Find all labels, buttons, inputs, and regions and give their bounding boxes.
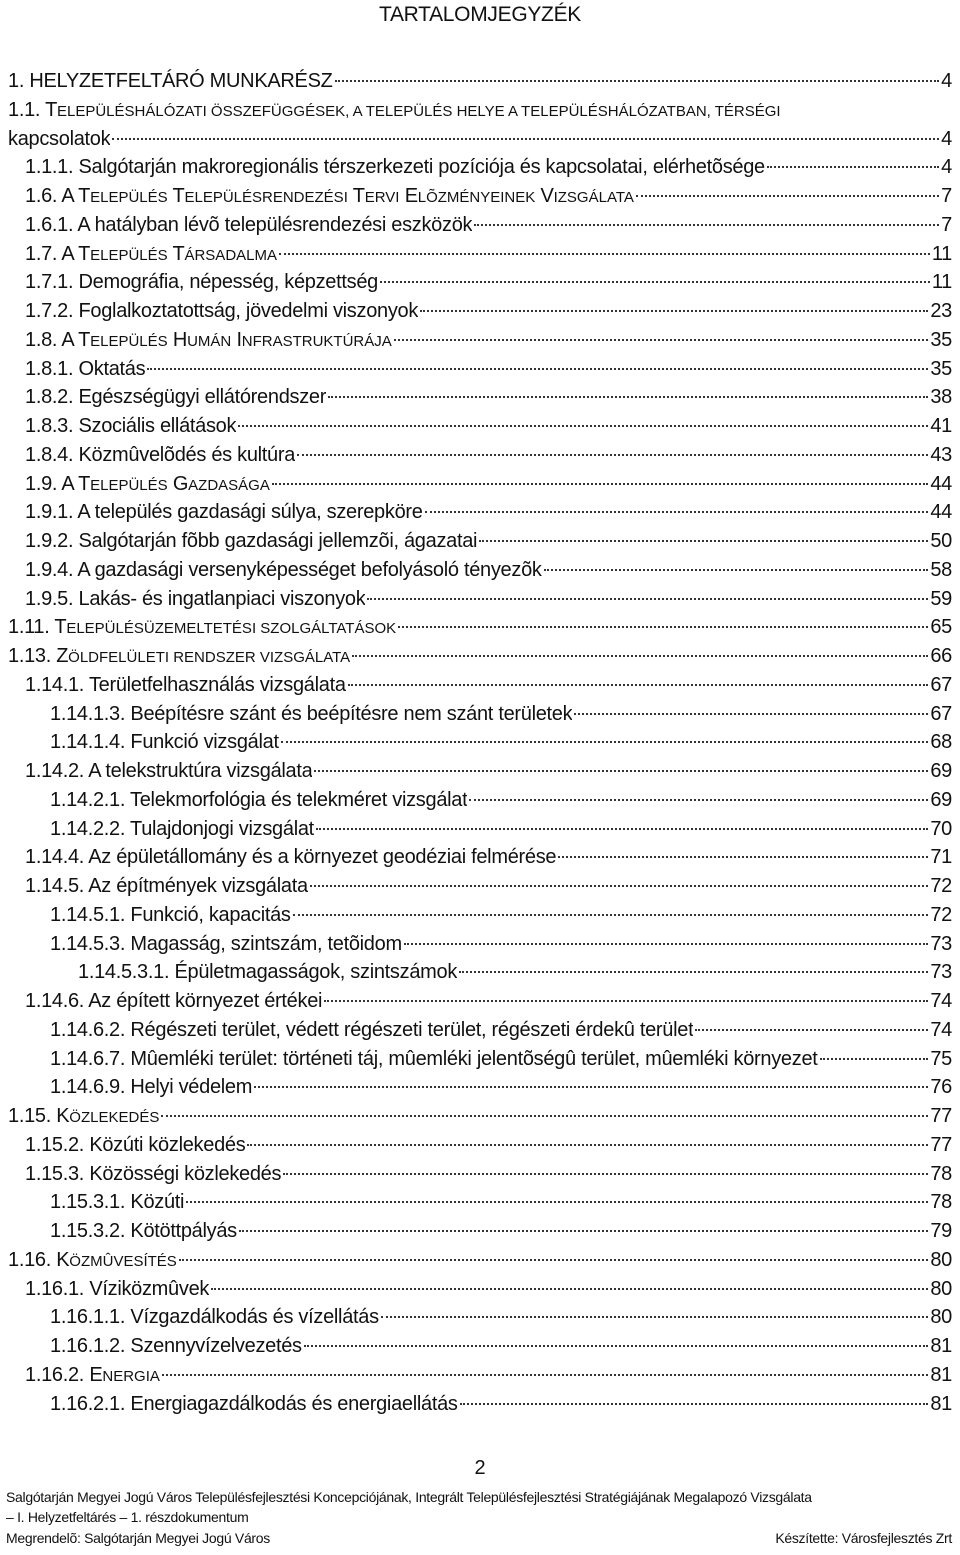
toc-leader-dots — [304, 1345, 929, 1347]
toc-entry-label: 1.16. KÖZMÛVESÍTÉS — [8, 1248, 177, 1271]
toc-entry-label: 1.16.1.1. Vízgazdálkodás és vízellátás — [50, 1306, 379, 1329]
toc-leader-dots — [238, 425, 928, 427]
toc-entry-label: 1.11. TELEPÜLÉSÜZEMELTETÉSI SZOLGÁLTATÁSOK — [8, 616, 397, 639]
toc-entry-label: 1.9. A TELEPÜLÉS GAZDASÁGA — [25, 472, 270, 495]
toc-leader-dots — [254, 1086, 928, 1088]
toc-entry[interactable] — [25, 987, 952, 1016]
toc-page-number: 38 — [930, 386, 952, 409]
toc-leader-dots — [367, 598, 928, 600]
toc-leader-dots — [272, 483, 928, 485]
toc-leader-dots — [767, 166, 939, 168]
toc-entry-label: 1.14.2.1. Telekmorfológia és telekméret vizsgálat — [50, 788, 468, 811]
toc-entry-label: 1. HELYZETFELTÁRÓ MUNKARÉSZ — [8, 70, 333, 92]
toc-entry-label: 1.9.1. A település gazdasági súlya, szerepköre — [25, 501, 423, 524]
toc-page-number: 67 — [930, 702, 952, 725]
toc-entry-label: 1.15.3.1. Közúti — [50, 1191, 185, 1214]
toc-page-number: 59 — [930, 587, 952, 610]
toc-leader-dots — [281, 741, 929, 743]
footer-client: Megrendelõ: Salgótarján Megyei Jogú Város — [6, 1530, 270, 1546]
toc-leader-dots — [820, 1058, 929, 1060]
toc-page-number: 41 — [930, 415, 952, 437]
toc-entry[interactable] — [50, 1016, 952, 1045]
toc-entry[interactable] — [25, 556, 952, 585]
toc-leader-dots — [162, 1374, 928, 1376]
toc-page-number: 58 — [930, 558, 952, 581]
toc-leader-dots — [310, 885, 929, 887]
toc-entry-label: 1.16.1. Víziközmûvek — [25, 1277, 210, 1300]
toc-page-number: 50 — [930, 530, 952, 552]
toc-leader-dots — [112, 138, 939, 140]
toc-leader-dots — [544, 569, 929, 571]
toc-entry-label: 1.13. ZÖLDFELÜLETI RENDSZER VIZSGÁLATA — [8, 645, 351, 667]
toc-page-number: 35 — [930, 357, 952, 380]
toc-entry-label: 1.14.1.4. Funkció vizsgálat — [50, 731, 279, 754]
toc-entry[interactable] — [8, 613, 952, 642]
toc-entry-label: 1.14.6.7. Mûemléki terület: történeti táj, mûemléki jelentõségû terület, mûemléki környezet — [50, 1047, 818, 1070]
toc-page-number: 65 — [930, 616, 952, 639]
toc-page-number: 79 — [930, 1220, 952, 1242]
toc-page-number: 77 — [930, 1105, 952, 1127]
toc-page-number: 78 — [930, 1162, 952, 1185]
toc-page-number: 74 — [930, 990, 952, 1012]
toc-leader-dots — [558, 856, 928, 858]
toc-entry-label: 1.6. A TELEPÜLÉS TELEPÜLÉSRENDEZÉSI TERVI ELÕZMÉNYEINEK VIZSGÁLATA — [25, 185, 634, 207]
toc-entry-label: 1.9.5. Lakás- és ingatlanpiaci viszonyok — [25, 587, 366, 610]
toc-page-number: 72 — [930, 903, 952, 926]
toc-entry[interactable] — [25, 182, 952, 211]
toc-page-number: 4 — [941, 70, 952, 92]
toc-page-number: 69 — [930, 760, 952, 782]
toc-entry[interactable] — [25, 441, 952, 470]
toc-leader-dots — [398, 626, 928, 628]
toc-entry[interactable] — [25, 872, 952, 901]
toc-entry[interactable] — [8, 1246, 952, 1275]
toc-leader-dots — [695, 1029, 928, 1031]
toc-leader-dots — [348, 684, 929, 686]
toc-entry-label: 1.16.2. ENERGIA — [25, 1363, 160, 1386]
toc-entry-label: 1.14.1.3. Beépítésre szánt és beépítésre nem szánt területek — [50, 702, 573, 725]
toc-entry[interactable] — [8, 642, 952, 671]
footer-line-1: Salgótarján Megyei Jogú Város Településfejlesztési Koncepciójának, Integrált Településfejlesztési Stratégiájának Megalapozó Vizsgálata — [6, 1489, 812, 1505]
toc-entry-label: 1.7. A TELEPÜLÉS TÁRSADALMA — [25, 242, 277, 265]
toc-entry[interactable] — [25, 527, 952, 556]
toc-entry-label: 1.15.3. Közösségi közlekedés — [25, 1162, 282, 1185]
toc-entry[interactable] — [25, 1131, 952, 1160]
toc-entry[interactable] — [25, 843, 952, 872]
toc-entry-label: 1.6.1. A hatályban lévõ településrendezési eszközök — [25, 213, 473, 236]
toc-page-number: 23 — [930, 300, 952, 322]
toc-entry-label: 1.15. KÖZLEKEDÉS — [8, 1105, 160, 1127]
toc-leader-dots — [474, 224, 939, 226]
toc-entry[interactable] — [50, 1045, 952, 1074]
toc-leader-dots — [297, 454, 928, 456]
toc-leader-dots — [293, 914, 929, 916]
toc-leader-dots — [247, 1144, 928, 1146]
toc-entry-label: 1.8.1. Oktatás — [25, 357, 146, 380]
toc-leader-dots — [460, 1403, 929, 1405]
toc-page-number: 70 — [930, 817, 952, 840]
toc-page-number: 75 — [930, 1047, 952, 1070]
toc-leader-dots — [394, 339, 929, 341]
toc-entry-label: 1.14.5.3. Magasság, szintszám, tetõidom — [50, 932, 402, 955]
toc-page-number: 44 — [930, 472, 952, 495]
toc-entry[interactable] — [25, 671, 952, 700]
toc-leader-dots — [316, 828, 928, 830]
toc-leader-dots — [328, 396, 928, 398]
toc-leader-dots — [479, 540, 928, 542]
toc-entry[interactable] — [25, 355, 952, 384]
toc-entry[interactable] — [50, 1390, 952, 1419]
toc-entry[interactable] — [50, 1332, 952, 1361]
toc-page-number: 69 — [930, 788, 952, 811]
toc-page-number: 80 — [930, 1277, 952, 1300]
toc-leader-dots — [211, 1288, 928, 1290]
toc-page-number: 44 — [930, 501, 952, 524]
toc-entry[interactable] — [50, 1073, 952, 1102]
toc-entry-label: 1.14.1. Területfelhasználás vizsgálata — [25, 673, 346, 696]
toc-entry-label: 1.14.6.9. Helyi védelem — [50, 1076, 253, 1099]
toc-page-number: 11 — [931, 242, 952, 265]
toc-entry[interactable] — [25, 326, 952, 355]
toc-entry-label: 1.14.2. A telekstruktúra vizsgálata — [25, 760, 313, 782]
toc-leader-dots — [469, 799, 928, 801]
toc-entry[interactable] — [25, 383, 952, 412]
toc-entry-label: 1.16.1.2. Szennyvízelvezetés — [50, 1335, 302, 1357]
toc-leader-dots — [425, 511, 929, 513]
page-title: TARTALOMJEGYZÉK — [378, 3, 582, 26]
toc-leader-dots — [380, 281, 930, 283]
toc-leader-dots — [381, 1316, 929, 1318]
toc-entry[interactable] — [50, 930, 952, 959]
toc-page-number: 4 — [941, 127, 952, 150]
footer-line-2: – I. Helyzetfeltárés – 1. részdokumentum — [6, 1509, 249, 1525]
toc-leader-dots — [420, 310, 928, 312]
toc-entry-label: 1.14.5.3.1. Épületmagasságok, szintszámok — [78, 961, 458, 984]
toc-page-number: 72 — [930, 875, 952, 897]
toc-entry-label: 1.8.4. Közmûvelõdés és kultúra — [25, 443, 296, 466]
toc-entry-label: 1.14.4. Az épületállomány és a környezet geodéziai felmérése — [25, 846, 557, 869]
toc-entry-label: 1.7.2. Foglalkoztatottság, jövedelmi viszonyok — [25, 300, 419, 322]
toc-page-number: 73 — [930, 932, 952, 955]
toc-page-number: 7 — [941, 185, 952, 207]
toc-leader-dots — [161, 1115, 928, 1117]
toc-entry[interactable] — [25, 498, 952, 527]
toc-entry[interactable] — [25, 412, 952, 441]
toc-page-number: 73 — [930, 961, 952, 984]
toc-page-number: 78 — [930, 1191, 952, 1214]
toc-page-number: 76 — [930, 1076, 952, 1099]
toc-leader-dots — [352, 655, 928, 657]
toc-entry-label: 1.9.2. Salgótarján fõbb gazdasági jellemzõi, ágazatai — [25, 530, 478, 552]
toc-leader-dots — [404, 943, 929, 945]
toc-entry[interactable] — [50, 1217, 952, 1246]
toc-page-number: 80 — [930, 1306, 952, 1329]
toc-entry[interactable] — [50, 786, 952, 815]
toc-entry[interactable] — [25, 211, 952, 240]
toc-entry[interactable] — [25, 297, 952, 326]
toc-page-number: 71 — [930, 846, 952, 869]
toc-leader-dots — [283, 1173, 928, 1175]
toc-page-number: 77 — [930, 1133, 952, 1156]
toc-entry[interactable] — [8, 1102, 952, 1131]
toc-entry[interactable] — [25, 1275, 952, 1304]
toc-leader-dots — [459, 971, 928, 973]
toc-entry[interactable] — [8, 125, 952, 154]
toc-entry-label: 1.9.4. A gazdasági versenyképességet befolyásoló tényezõk — [25, 558, 542, 581]
toc-entry[interactable] — [50, 901, 952, 930]
toc-page-number: 74 — [930, 1018, 952, 1041]
toc-entry-label: 1.7.1. Demográfia, népesség, képzettség — [25, 271, 378, 294]
toc-entry[interactable] — [25, 1160, 952, 1189]
toc-leader-dots — [636, 195, 939, 197]
toc-page-number: 81 — [930, 1363, 952, 1386]
toc-entry-label: 1.8.2. Egészségügyi ellátórendszer — [25, 386, 327, 409]
toc-entry[interactable] — [50, 700, 952, 729]
toc-entry[interactable] — [25, 240, 952, 269]
toc-entry[interactable] — [25, 757, 952, 786]
toc-leader-dots — [179, 1259, 929, 1261]
footer-credits — [6, 1529, 952, 1547]
toc-page-number: 80 — [930, 1248, 952, 1271]
toc-leader-dots — [239, 1230, 928, 1232]
toc-entry[interactable] — [25, 153, 952, 182]
toc-entry-label: 1.1.1. Salgótarján makroregionális térszerkezeti pozíciója és kapcsolatai, elérhetõsége — [25, 156, 765, 179]
toc-leader-dots — [574, 713, 928, 715]
toc-page-number: 7 — [941, 213, 952, 236]
toc-leader-dots — [314, 770, 928, 772]
toc-entry-label: 1.8.3. Szociális ellátások — [25, 415, 237, 437]
toc-page-number: 81 — [930, 1335, 952, 1357]
toc-page-number: 81 — [930, 1392, 952, 1415]
toc-leader-dots — [279, 253, 930, 255]
toc-entry[interactable] — [8, 96, 952, 125]
toc-entry[interactable] — [78, 958, 952, 987]
toc-entry-label: 1.14.6. Az épített környezet értékei — [25, 990, 323, 1012]
toc-entry-label: 1.16.2.1. Energiagazdálkodás és energiaellátás — [50, 1392, 458, 1415]
toc-entry-label: 1.15.3.2. Kötöttpályás — [50, 1220, 237, 1242]
toc-page-number: 66 — [930, 645, 952, 667]
toc-entry[interactable] — [50, 1188, 952, 1217]
toc-entry[interactable] — [50, 728, 952, 757]
toc-page-number: 35 — [930, 328, 952, 351]
toc-entry[interactable] — [25, 585, 952, 614]
toc-entry-label: 1.8. A TELEPÜLÉS HUMÁN INFRASTRUKTÚRÁJA — [25, 328, 392, 351]
toc-page-number: 43 — [930, 443, 952, 466]
toc-page-number: 68 — [930, 731, 952, 754]
toc-entry[interactable] — [25, 1361, 952, 1390]
toc-entry[interactable] — [50, 1303, 952, 1332]
toc-entry-label: 1.14.2.2. Tulajdonjogi vizsgálat — [50, 817, 314, 840]
toc-entry-label: 1.14.5.1. Funkció, kapacitás — [50, 903, 291, 926]
page-number: 2 — [474, 1457, 486, 1479]
toc-leader-dots — [186, 1201, 928, 1203]
toc-page-number: 67 — [930, 673, 952, 696]
toc-entry-label: 1.14.6.2. Régészeti terület, védett régészeti terület, régészeti érdekû terület — [50, 1018, 694, 1041]
toc-entry[interactable] — [25, 268, 952, 297]
toc-leader-dots — [147, 368, 928, 370]
toc-leader-dots — [335, 80, 940, 82]
toc-leader-dots — [324, 1000, 928, 1002]
toc-entry-label: kapcsolatok — [8, 127, 111, 150]
toc-entry-label: 1.15.2. Közúti közlekedés — [25, 1133, 246, 1156]
toc-page-number: 4 — [941, 156, 952, 179]
footer-author: Készítette: Városfejlesztés Zrt — [775, 1530, 952, 1546]
toc-entry-label: 1.1. TELEPÜLÉSHÁLÓZATI ÖSSZEFÜGGÉSEK, A TELEPÜLÉS HELYE A TELEPÜLÉSHÁLÓZATBAN, TÉRSÉGI — [8, 98, 781, 121]
toc-entry-label: 1.14.5. Az építmények vizsgálata — [25, 875, 308, 897]
toc-entry[interactable] — [50, 815, 952, 844]
toc-entry[interactable] — [25, 470, 952, 499]
toc-page-number: 11 — [931, 271, 952, 294]
toc-entry[interactable] — [8, 67, 952, 96]
